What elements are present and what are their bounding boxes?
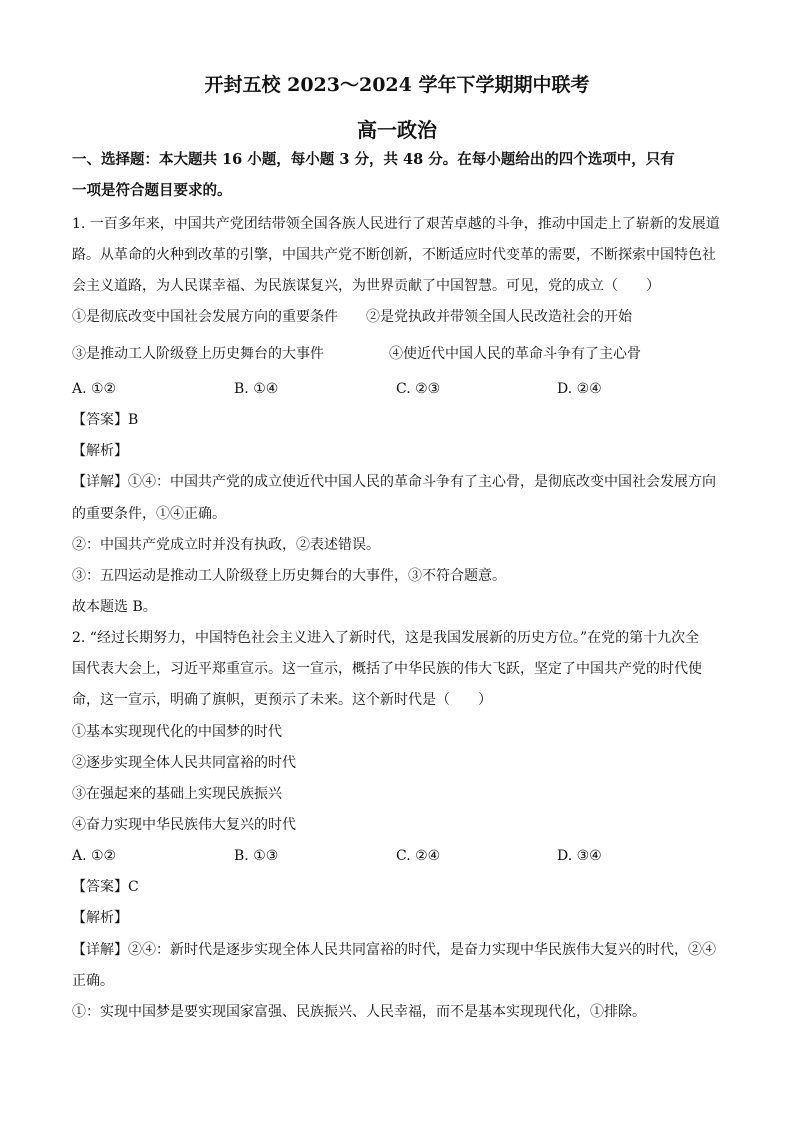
q1-stem-line1: 1. 一百多年来，中国共产党团结带领全国各族人民进行了艰苦卓越的斗争，推动中国走上了崭新的发展道 [72, 216, 720, 232]
exam-title: 开封五校 2023～2024 学年下学期期中联考 [204, 74, 590, 96]
q1-option-b: B. ①④ [234, 381, 279, 397]
q2-statement-3: ③在强起来的基础上实现民族振兴 [72, 786, 282, 802]
q1-detail-line2: 的重要条件，①④正确。 [72, 506, 226, 522]
q1-answer: 【答案】B [72, 412, 139, 428]
q1-detail-line1: 【详解】①④：中国共产党的成立使近代中国人民的革命斗争有了主心骨，是彻底改变中国社会发展方向 [72, 474, 716, 490]
q2-option-b: B. ①③ [234, 848, 279, 864]
q2-statement-1: ①基本实现现代化的中国梦的时代 [72, 724, 282, 740]
exam-subject: 高一政治 [357, 118, 437, 142]
q2-analysis-label: 【解析】 [72, 910, 128, 926]
q1-option-a: A. ①② [72, 381, 117, 397]
q1-statement-3: ③是推动工人阶级登上历史舞台的大事件 [72, 346, 324, 362]
q2-detail-line1: 【详解】②④：新时代是逐步实现全体人民共同富裕的时代，是奋力实现中华民族伟大复兴的时代，②④ [72, 942, 716, 958]
q1-detail-line3: ②：中国共产党成立时并没有执政，②表述错误。 [72, 537, 380, 553]
q2-statement-2: ②逐步实现全体人民共同富裕的时代 [72, 755, 296, 771]
q2-stem-line1: 2. “经过长期努力，中国特色社会主义进入了新时代，这是我国发展新的历史方位。”在党的第十九次全 [72, 630, 700, 646]
section-heading-line2: 一项是符合题目要求的。 [72, 182, 232, 199]
q1-stem-line2: 路。从革命的火种到改革的引擎，中国共产党不断创新，不断适应时代变革的需要，不断探索中国特色社 [72, 247, 716, 263]
q2-detail-line2: 正确。 [72, 973, 114, 989]
section-heading-line1: 一、选择题：本大题共 16 小题，每小题 3 分，共 48 分。在每小题给出的四个选项中，只有 [72, 151, 675, 168]
q2-stem-line3: 命，这一宣示，明确了旗帜，更预示了未来。这个新时代是（ ） [72, 692, 492, 708]
q2-answer: 【答案】C [72, 879, 139, 895]
q2-detail-line3: ①：实现中国梦是要实现国家富强、民族振兴、人民幸福，而不是基本实现现代化，①排除。 [72, 1004, 646, 1020]
q1-stem-line3: 会主义道路，为人民谋幸福、为民族谋复兴，为世界贡献了中国智慧。可见，党的成立（ ） [72, 278, 660, 294]
q1-option-c: C. ②③ [396, 381, 441, 397]
q1-analysis-label: 【解析】 [72, 443, 128, 459]
q2-stem-line2: 国代表大会上，习近平郑重宣示。这一宣示，概括了中华民族的伟大飞跃，坚定了中国共产党的时代使 [72, 661, 702, 677]
q1-detail-line4: ③：五四运动是推动工人阶级登上历史舞台的大事件，③不符合题意。 [72, 568, 506, 584]
q2-option-a: A. ①② [72, 848, 117, 864]
q1-statement-4: ④使近代中国人民的革命斗争有了主心骨 [389, 346, 641, 362]
q2-option-d: D. ③④ [557, 848, 602, 864]
q1-statement-1: ①是彻底改变中国社会发展方向的重要条件 [72, 309, 338, 325]
q2-statement-4: ④奋力实现中华民族伟大复兴的时代 [72, 817, 296, 833]
q1-statement-2: ②是党执政并带领全国人民改造社会的开始 [366, 309, 632, 325]
q1-option-d: D. ②④ [557, 381, 602, 397]
q1-conclusion: 故本题选 B。 [72, 599, 157, 615]
q2-option-c: C. ②④ [396, 848, 441, 864]
